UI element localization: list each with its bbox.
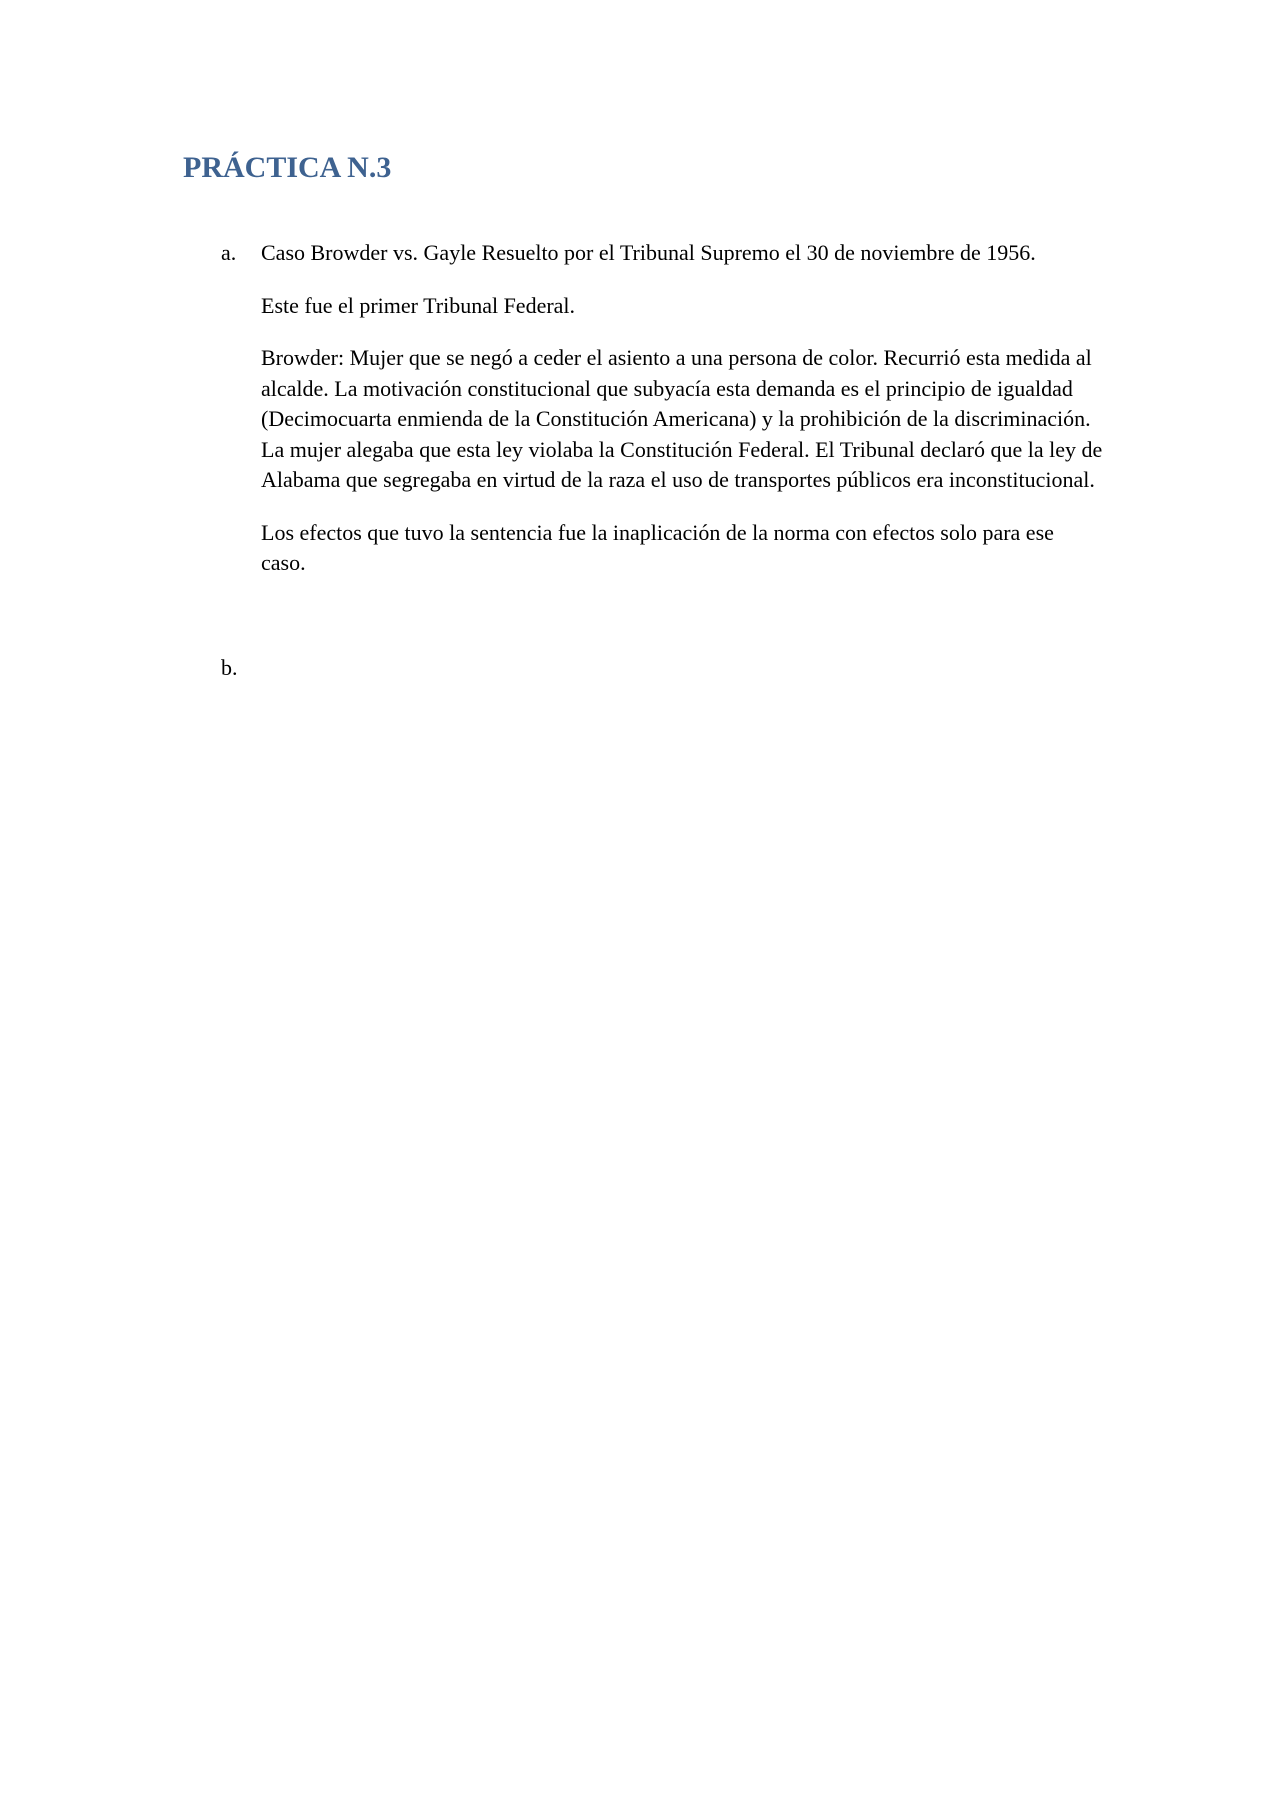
paragraph-first-tribunal: Este fue el primer Tribunal Federal. [261,292,576,318]
answer-list [183,238,1103,683]
list-item-a [183,238,1103,579]
list-marker-b: b. [221,654,238,680]
list-marker-a: a. [221,240,237,265]
list-item-b [183,653,1103,683]
paragraph-case-title: Caso Browder vs. Gayle Resuelto por el Tribunal Supremo el 30 de noviembre de 1956. [261,240,1036,265]
page-title: PRÁCTICA N.3 [183,151,392,184]
paragraph-case-description: Browder: Mujer que se negó a ceder el asiento a una persona de color. Recurrió esta medida al alcalde. La motivación constitucional que subyacía esta demanda es el principio de igualdad (Decimocuarta enmienda de la Constitución Americana) y la prohibición de la discriminación. La mujer alegaba que esta ley violaba la Constitución Federal. El Tribunal declaró que la ley de Alabama que segregaba en virtud de la raza el uso de transportes públicos era inconstitucional. [261,345,1103,492]
paragraph-effects: Los efectos que tuvo la sentencia fue la inaplicación de la norma con efectos solo para ese caso. [261,519,1054,575]
